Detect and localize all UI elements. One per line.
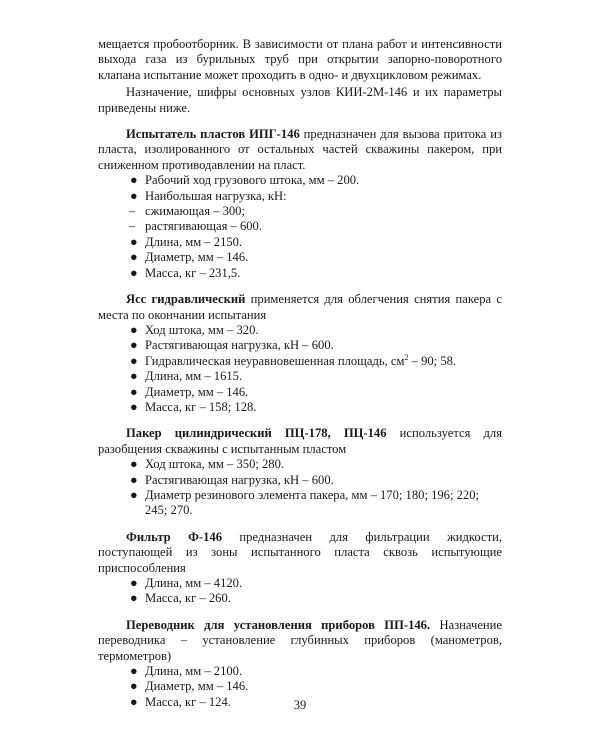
section-filter-title: Фильтр Ф-146 xyxy=(126,529,222,544)
list-item-continuation: 245; 270. xyxy=(145,503,193,518)
list-item: ● Длина, мм – 4120. xyxy=(130,576,243,590)
list-item: ● Наибольшая нагрузка, кН: xyxy=(130,188,287,203)
section-filter-heading xyxy=(98,530,502,576)
bullet-icon: ● xyxy=(130,679,138,694)
list-item: ● Ход штока, мм – 350; 280. xyxy=(130,457,285,472)
bullet-icon: ● xyxy=(130,576,138,590)
section-paker-desc: используется для разобщения скважины с испытанным пластом xyxy=(98,426,503,456)
list-item: ● Длина, мм – 2100. xyxy=(130,664,243,679)
list-item: ● Масса, кг – 158; 128. xyxy=(130,399,257,414)
bullet-icon: ● xyxy=(130,384,138,399)
bullet-icon: ● xyxy=(130,664,138,679)
list-item: ● Гидравлическая неуравновешенная площадь, $см^2 - 90$; 58. xyxy=(130,352,457,368)
section-paker-list xyxy=(98,457,502,519)
section-filter-list xyxy=(98,576,502,607)
bullet-icon: ● xyxy=(130,591,138,606)
sub-list-item: – растягивающая – 600. xyxy=(129,219,263,234)
list-item: ● Диаметр, мм – 146. xyxy=(130,679,249,694)
list-item: ● Растягивающая нагрузка, кН – 600. xyxy=(130,472,334,487)
bullet-icon: ● xyxy=(130,265,138,280)
bullet-icon: ● xyxy=(130,188,138,203)
sub-list-item: – сжимающая – 300; xyxy=(129,204,245,219)
section-perevodnik-title: Переводник для установления приборов ПП-146. xyxy=(126,617,431,632)
list-item: ● Диаметр резинового элемента пакера, мм – 170; 180; 196; 220; xyxy=(130,487,480,502)
list-item: ● Ход штока, мм – 320. xyxy=(130,322,259,337)
list-item: ● Рабочий ход грузового штока, мм – 200. xyxy=(130,173,360,188)
intro-paragraph: мещается пробоотборник. В зависимости от плана работ и интенсивности выхода газа из бурильных труб при открытии запорно-поворотного клапана испытание может проходить в одно- и двухцикловом режимах. xyxy=(98,37,502,82)
list-item: ● Длина, мм – 1615. xyxy=(130,369,243,384)
list-item: ● Растягивающая нагрузка, кН – 600. xyxy=(130,338,334,353)
bullet-icon: ● xyxy=(130,322,138,337)
list-item: ● Диаметр, мм – 146. xyxy=(130,250,249,265)
section-ippg-desc: предназначен для вызова притока из пласта, изолированного от остальных частей скважины пакером, при сниженном противодавлении на пласт. xyxy=(98,127,502,172)
superscript: 2 xyxy=(404,352,409,362)
purpose-paragraph: Назначение, шифры основных узлов КИИ-2М-146 и их параметры приведены ниже. xyxy=(98,85,502,115)
section-ippg-title: Испытатель пластов ИПГ-146 xyxy=(126,127,300,142)
section-paker-title: Пакер цилиндрический ПЦ-178, ПЦ-146 xyxy=(126,426,387,441)
list-item: ● Масса, кг – 231,5. xyxy=(130,265,241,280)
bullet-icon: ● xyxy=(130,250,138,265)
page-number: 39 xyxy=(293,698,307,712)
list-item: ● Длина, мм – 2150. xyxy=(130,234,243,249)
bullet-icon: ● xyxy=(130,472,138,487)
bullet-icon: ● xyxy=(130,399,138,414)
section-yass-desc: применяется для облегчения снятия пакера с места по окончании испытания xyxy=(98,292,503,322)
bullet-icon: ● xyxy=(130,234,138,249)
bullet-icon: ● xyxy=(130,457,138,472)
section-yass-title: Ясс гидравлический xyxy=(126,292,246,307)
bullet-icon: ● xyxy=(130,173,138,188)
section-ippg-heading xyxy=(98,127,502,173)
section-ippg-list xyxy=(98,173,502,281)
section-yass-list xyxy=(98,323,502,415)
section-perevodnik-desc: Назначение переводника – установление глубинных приборов (манометров, термометров) xyxy=(98,617,502,663)
dash-icon: – xyxy=(129,204,136,219)
list-item: ● Диаметр, мм – 146. xyxy=(130,384,249,399)
bullet-icon: ● xyxy=(130,694,138,709)
list-item: ● Масса, кг – 260. xyxy=(130,591,231,606)
section-perevodnik-heading xyxy=(98,618,502,664)
bullet-icon: ● xyxy=(130,369,138,384)
bullet-icon: ● xyxy=(130,338,138,353)
list-item: ● Масса, кг – 124. xyxy=(130,694,231,709)
bullet-icon: ● xyxy=(130,487,138,502)
section-paker-heading xyxy=(98,426,502,457)
section-filter-desc: предназначен для фильтрации жидкости, поступающей из зоны испытанного пласта сквозь испытующие приспособления xyxy=(98,529,502,575)
section-yass-heading xyxy=(98,292,502,323)
bullet-icon: ● xyxy=(130,353,138,368)
dash-icon: – xyxy=(129,219,136,234)
